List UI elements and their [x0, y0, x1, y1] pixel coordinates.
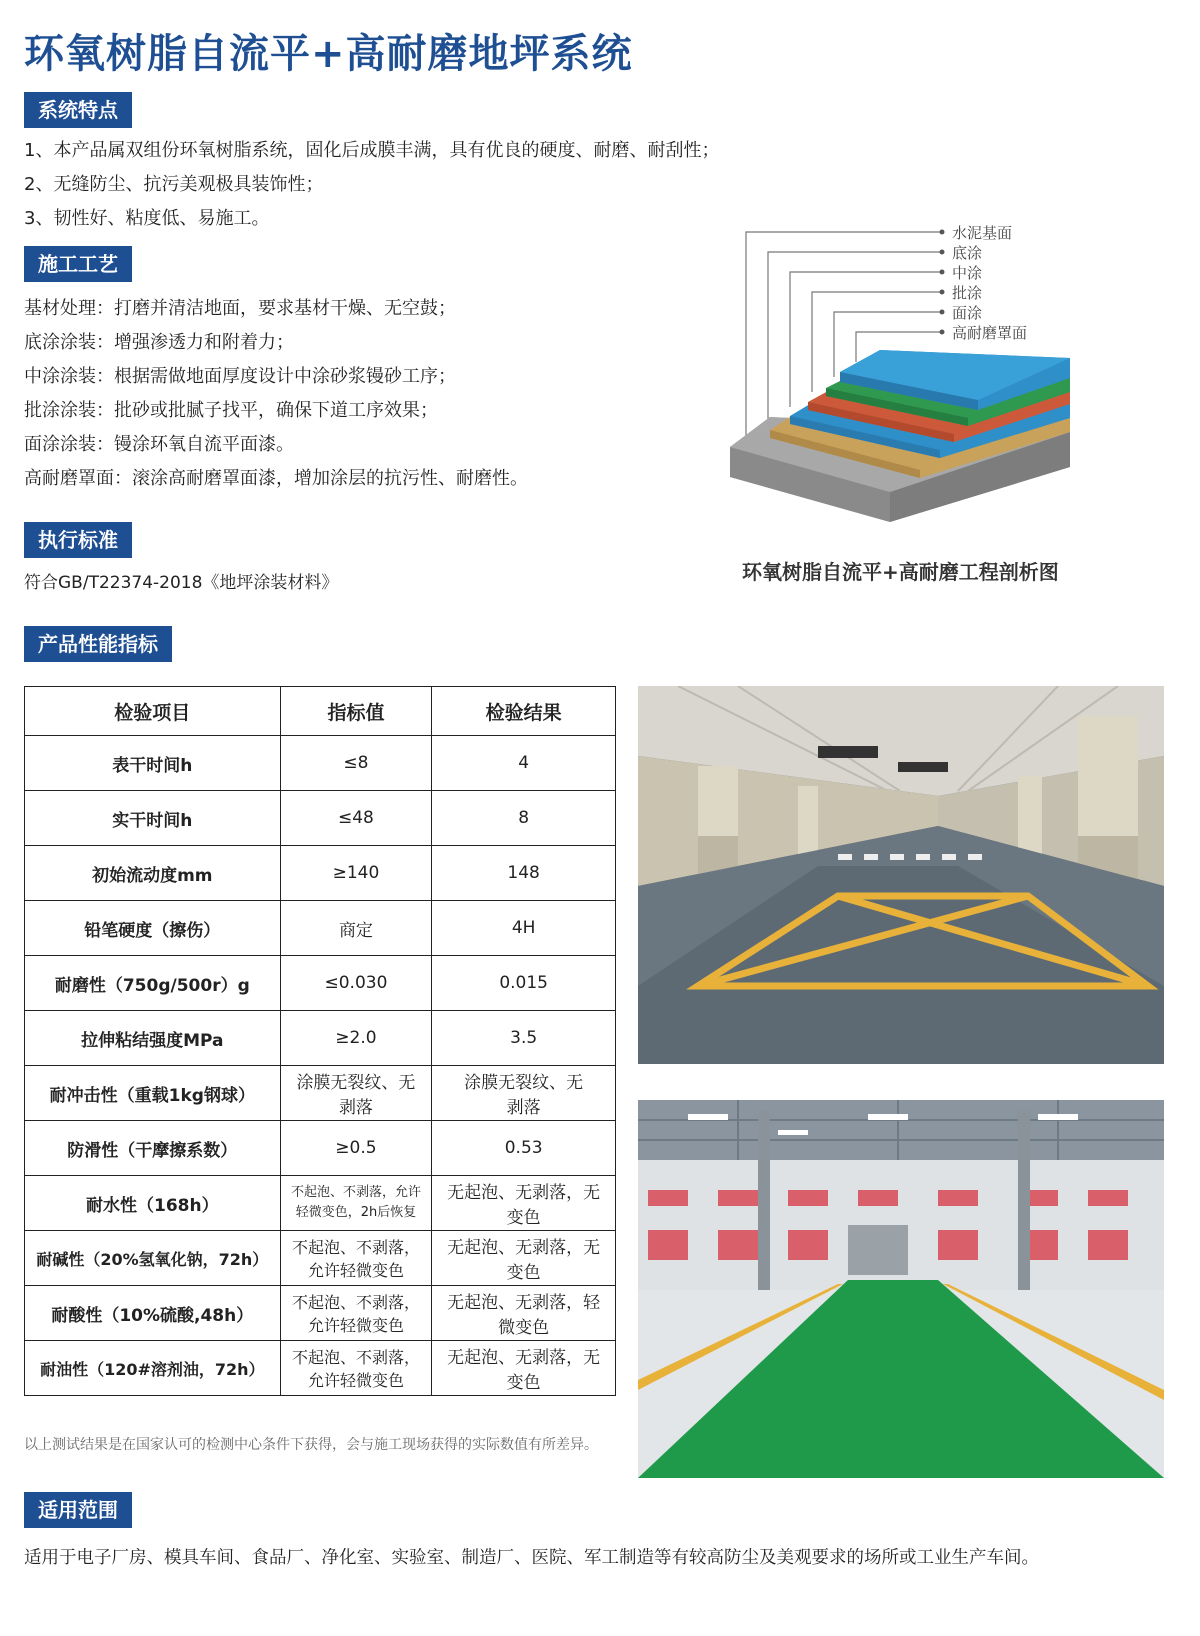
- table-cell: 耐酸性（10%硫酸,48h）: [25, 1286, 281, 1341]
- table-row: [25, 736, 616, 791]
- table-row: [25, 901, 616, 956]
- table-row: [25, 1066, 616, 1121]
- process-item-1: 基材处理：打磨并清洁地面，要求基材干燥、无空鼓；: [24, 298, 456, 319]
- table-row: [25, 791, 616, 846]
- table-cell: 0.53: [432, 1121, 616, 1176]
- section-tag-performance: 产品性能指标: [24, 626, 172, 662]
- legend-layer-3: 中涂: [952, 264, 983, 282]
- layer-cross-section-diagram: [730, 222, 1080, 542]
- table-row: [25, 1121, 616, 1176]
- table-header: 检验项目: [25, 687, 281, 736]
- table-row: [25, 1286, 616, 1341]
- table-cell: 不起泡、不剥落，允许轻微变色: [280, 1341, 432, 1396]
- table-cell: ≥0.5: [280, 1121, 432, 1176]
- table-cell: ≤48: [280, 791, 432, 846]
- table-cell: 4H: [432, 901, 616, 956]
- table-cell: 耐磨性（750g/500r）g: [25, 956, 281, 1011]
- legend-layer-5: 面涂: [952, 304, 983, 322]
- table-cell: 拉伸粘结强度MPa: [25, 1011, 281, 1066]
- table-cell: 实干时间h: [25, 791, 281, 846]
- section-tag-process: 施工工艺: [24, 246, 132, 282]
- feature-item-1: 1、本产品属双组份环氧树脂系统，固化后成膜丰满，具有优良的硬度、耐磨、耐刮性；: [24, 140, 720, 161]
- table-cell: ≥2.0: [280, 1011, 432, 1066]
- table-row: [25, 1231, 616, 1286]
- table-cell: 表干时间h: [25, 736, 281, 791]
- table-cell: 148: [432, 846, 616, 901]
- table-header-row: [25, 687, 616, 736]
- legend-layer-1: 水泥基面: [952, 224, 1013, 242]
- table-cell: ≤0.030: [280, 956, 432, 1011]
- scope-text: 适用于电子厂房、模具车间、食品厂、净化室、实验室、制造厂、医院、军工制造等有较高防尘及美观要求的场所或工业生产车间。: [24, 1548, 1039, 1568]
- table-cell: 耐冲击性（重载1kg钢球）: [25, 1066, 281, 1121]
- table-cell: 4: [432, 736, 616, 791]
- table-cell: 初始流动度mm: [25, 846, 281, 901]
- section-tag-standard: 执行标准: [24, 522, 132, 558]
- table-header: 检验结果: [432, 687, 616, 736]
- table-row: [25, 956, 616, 1011]
- table-header: 指标值: [280, 687, 432, 736]
- process-item-6: 高耐磨罩面：滚涂高耐磨罩面漆，增加涂层的抗污性、耐磨性。: [24, 468, 528, 489]
- performance-table: [24, 686, 616, 1396]
- table-cell: 防滑性（干摩擦系数）: [25, 1121, 281, 1176]
- process-item-4: 批涂涂装：批砂或批腻子找平，确保下道工序效果；: [24, 400, 438, 421]
- table-footnote: 以上测试结果是在国家认可的检测中心条件下获得，会与施工现场获得的实际数值有所差异。: [24, 1437, 598, 1453]
- page-title: 环氧树脂自流平+高耐磨地坪系统: [24, 31, 633, 77]
- table-cell: 涂膜无裂纹、无剥落: [432, 1066, 616, 1121]
- table-cell: 不起泡、不剥落，允许轻微变色: [280, 1286, 432, 1341]
- legend-layer-4: 批涂: [952, 284, 983, 302]
- table-cell: 8: [432, 791, 616, 846]
- factory-floor-photo: [638, 1100, 1164, 1478]
- table-row: [25, 1341, 616, 1396]
- process-item-2: 底涂涂装：增强渗透力和附着力；: [24, 332, 294, 353]
- table-cell: ≤8: [280, 736, 432, 791]
- standard-text: 符合GB/T22374-2018《地坪涂装材料》: [24, 573, 339, 593]
- table-row: [25, 846, 616, 901]
- table-cell: 3.5: [432, 1011, 616, 1066]
- table-cell: 无起泡、无剥落，无变色: [432, 1341, 616, 1396]
- table-cell: 无起泡、无剥落，无变色: [432, 1176, 616, 1231]
- table-cell: 不起泡、不剥落，允许轻微变色: [280, 1231, 432, 1286]
- table-cell: 无起泡、无剥落，轻微变色: [432, 1286, 616, 1341]
- table-cell: 0.015: [432, 956, 616, 1011]
- table-cell: 铅笔硬度（擦伤）: [25, 901, 281, 956]
- section-tag-features: 系统特点: [24, 92, 132, 128]
- legend-layer-2: 底涂: [952, 244, 983, 262]
- table-cell: 耐油性（120#溶剂油，72h）: [25, 1341, 281, 1396]
- section-tag-scope: 适用范围: [24, 1492, 132, 1528]
- process-item-3: 中涂涂装：根据需做地面厚度设计中涂砂浆镘砂工序；: [24, 366, 456, 387]
- table-cell: 不起泡、不剥落，允许轻微变色，2h后恢复: [280, 1176, 432, 1231]
- diagram-caption: 环氧树脂自流平+高耐磨工程剖析图: [742, 560, 1059, 584]
- table-cell: ≥140: [280, 846, 432, 901]
- process-item-5: 面涂涂装：镘涂环氧自流平面漆。: [24, 434, 294, 455]
- table-cell: 涂膜无裂纹、无剥落: [280, 1066, 432, 1121]
- legend-layer-6: 高耐磨罩面: [952, 324, 1028, 342]
- table-cell: 商定: [280, 901, 432, 956]
- parking-garage-photo: [638, 686, 1164, 1064]
- feature-item-3: 3、韧性好、粘度低、易施工。: [24, 208, 270, 229]
- table-row: [25, 1176, 616, 1231]
- table-cell: 无起泡、无剥落，无变色: [432, 1231, 616, 1286]
- table-cell: 耐碱性（20%氢氧化钠，72h）: [25, 1231, 281, 1286]
- feature-item-2: 2、无缝防尘、抗污美观极具装饰性；: [24, 174, 324, 195]
- table-row: [25, 1011, 616, 1066]
- table-cell: 耐水性（168h）: [25, 1176, 281, 1231]
